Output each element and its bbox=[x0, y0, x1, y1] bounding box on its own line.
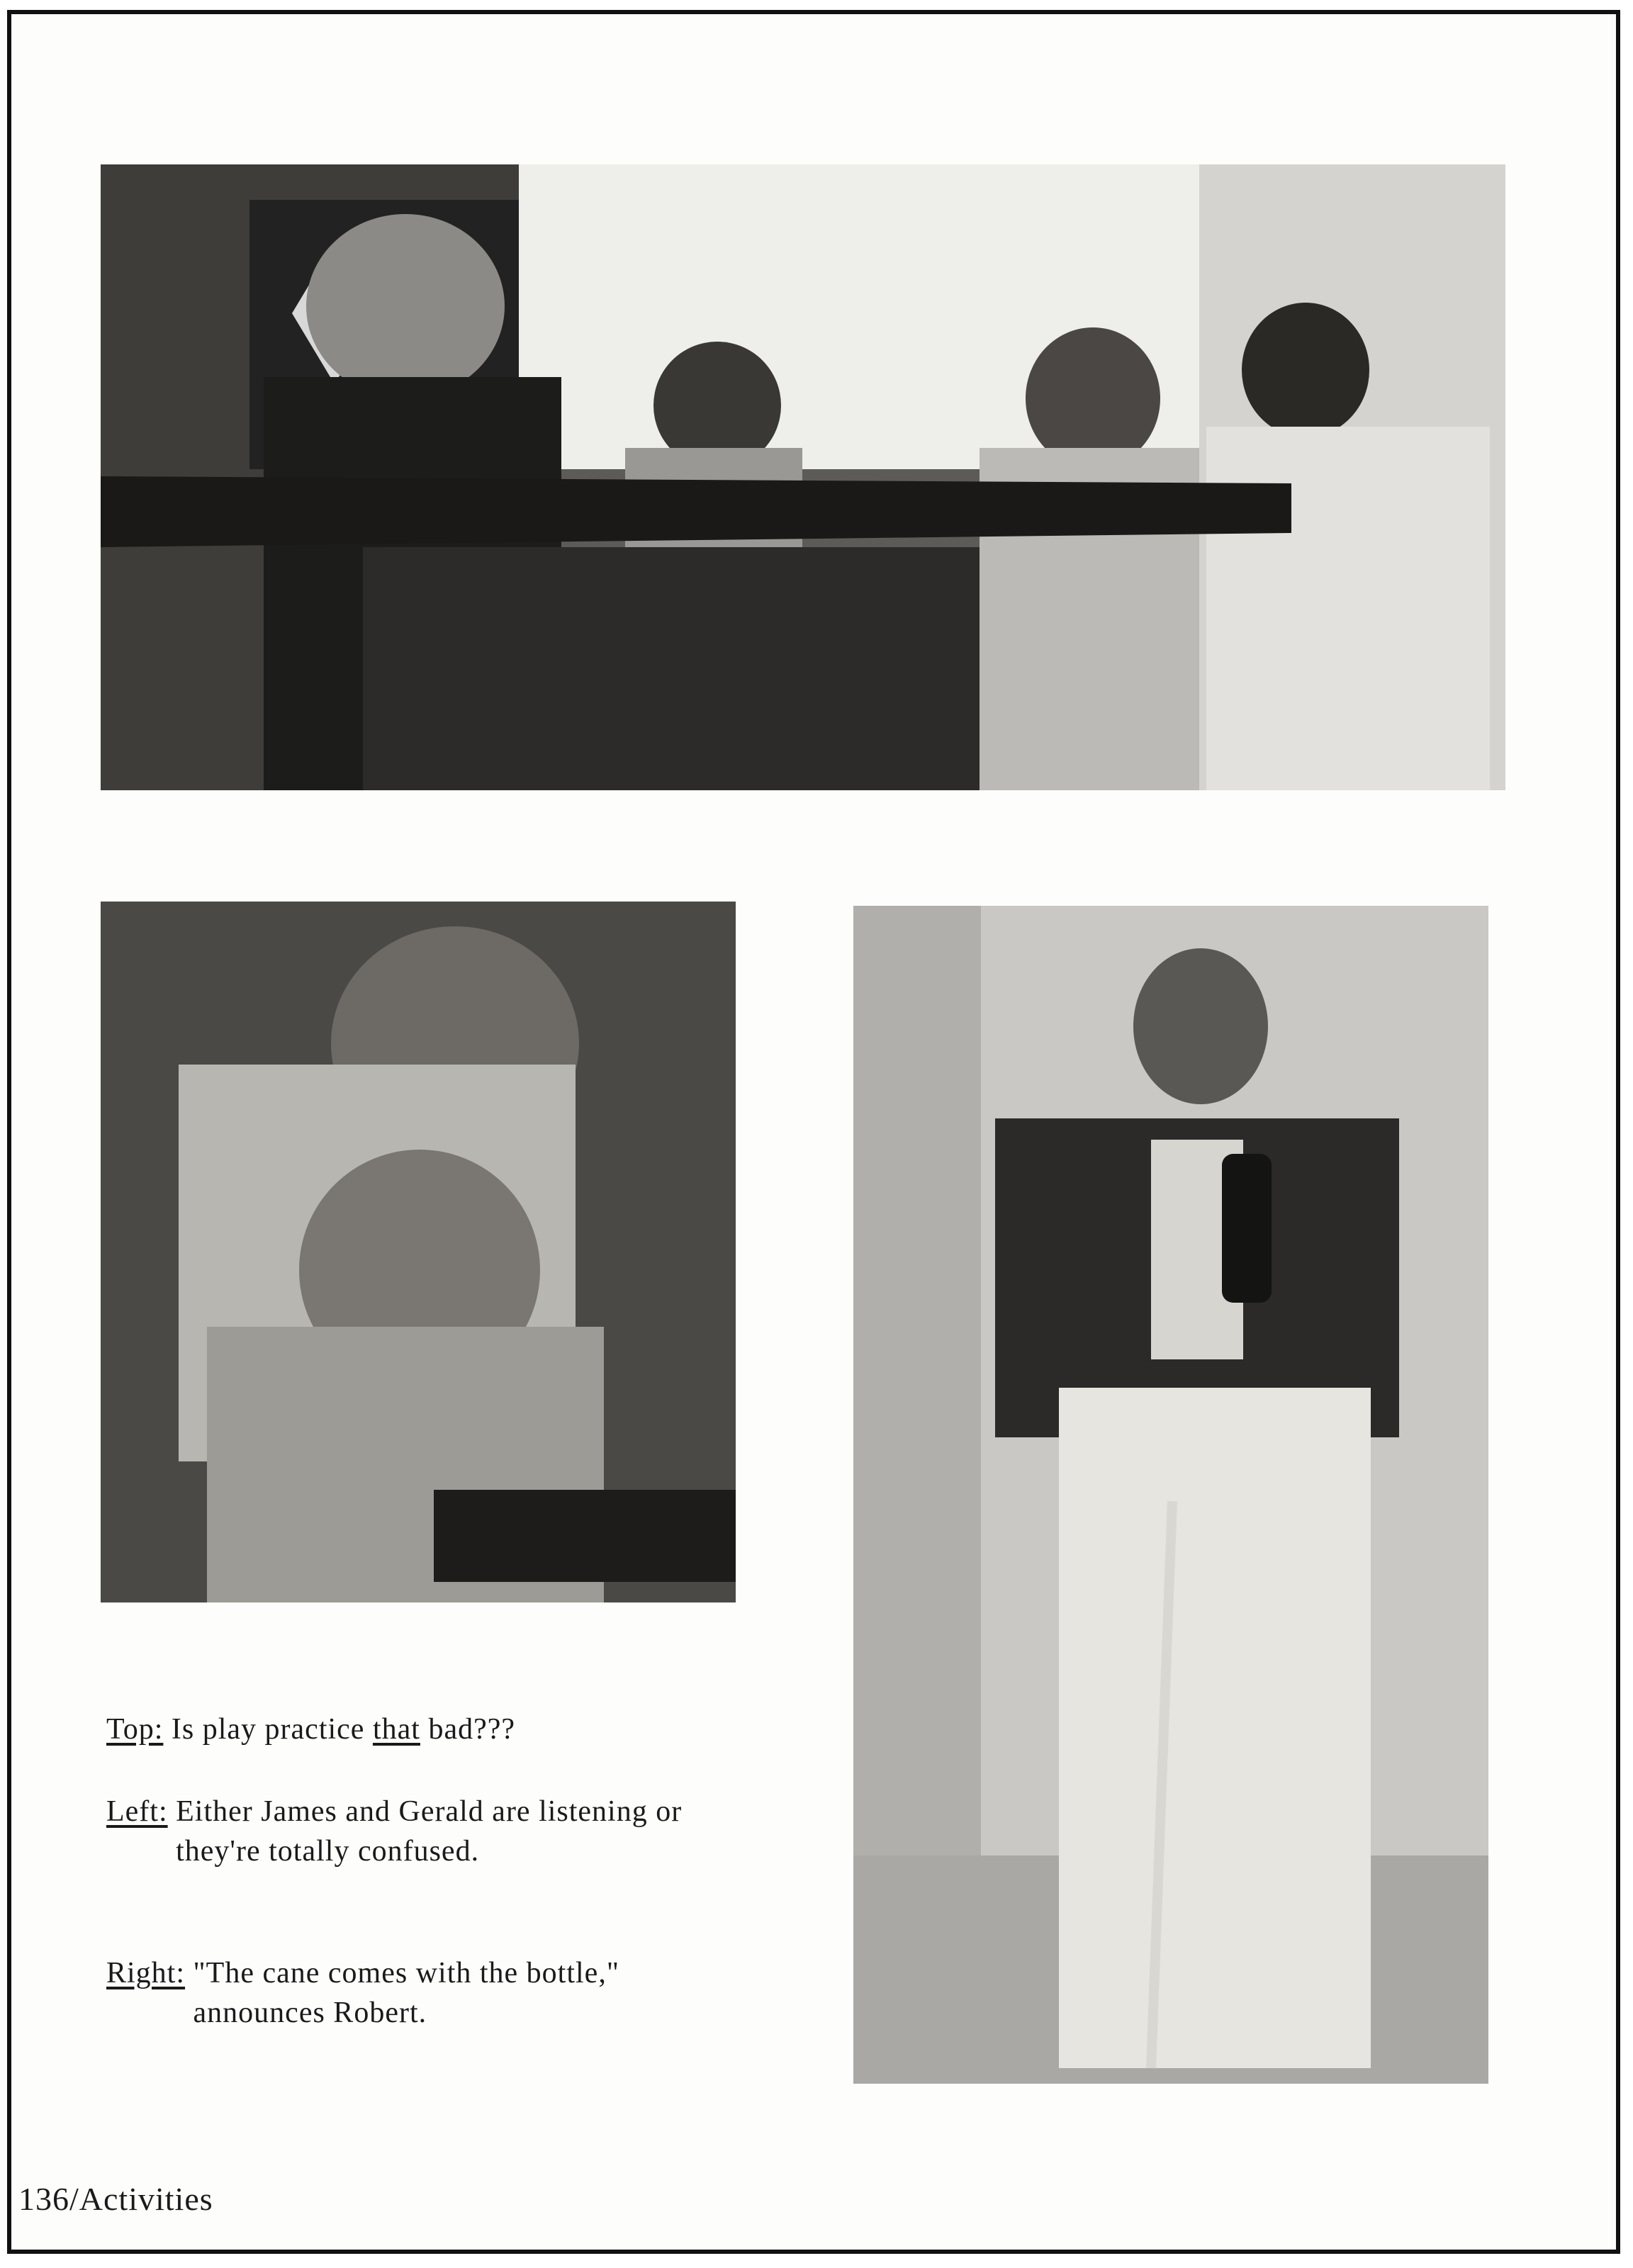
photo-left bbox=[101, 902, 736, 1602]
photo-right-image bbox=[853, 906, 1488, 2084]
caption-top-text-before: Is play practice bbox=[171, 1713, 373, 1746]
photo-top-image bbox=[101, 164, 1505, 790]
caption-top-label: Top: bbox=[106, 1713, 164, 1746]
caption-left-text: Either James and Gerald are listening or they're totally confused. bbox=[176, 1795, 683, 1868]
caption-top-text-after: bad??? bbox=[420, 1713, 516, 1746]
caption-left-label: Left: bbox=[106, 1795, 168, 1828]
photo-top bbox=[101, 164, 1505, 790]
photo-left-image bbox=[101, 902, 736, 1602]
caption-right bbox=[106, 1953, 744, 2033]
photo-right bbox=[853, 906, 1488, 2084]
page-footer: 136/Activities bbox=[18, 2181, 213, 2217]
caption-right-text: "The cane comes with the bottle," announces Robert. bbox=[193, 1957, 619, 2029]
caption-right-label: Right: bbox=[106, 1957, 186, 1989]
caption-top bbox=[106, 1710, 744, 1749]
caption-top-text-emphasis: that bbox=[372, 1713, 420, 1746]
caption-left bbox=[106, 1792, 744, 1871]
